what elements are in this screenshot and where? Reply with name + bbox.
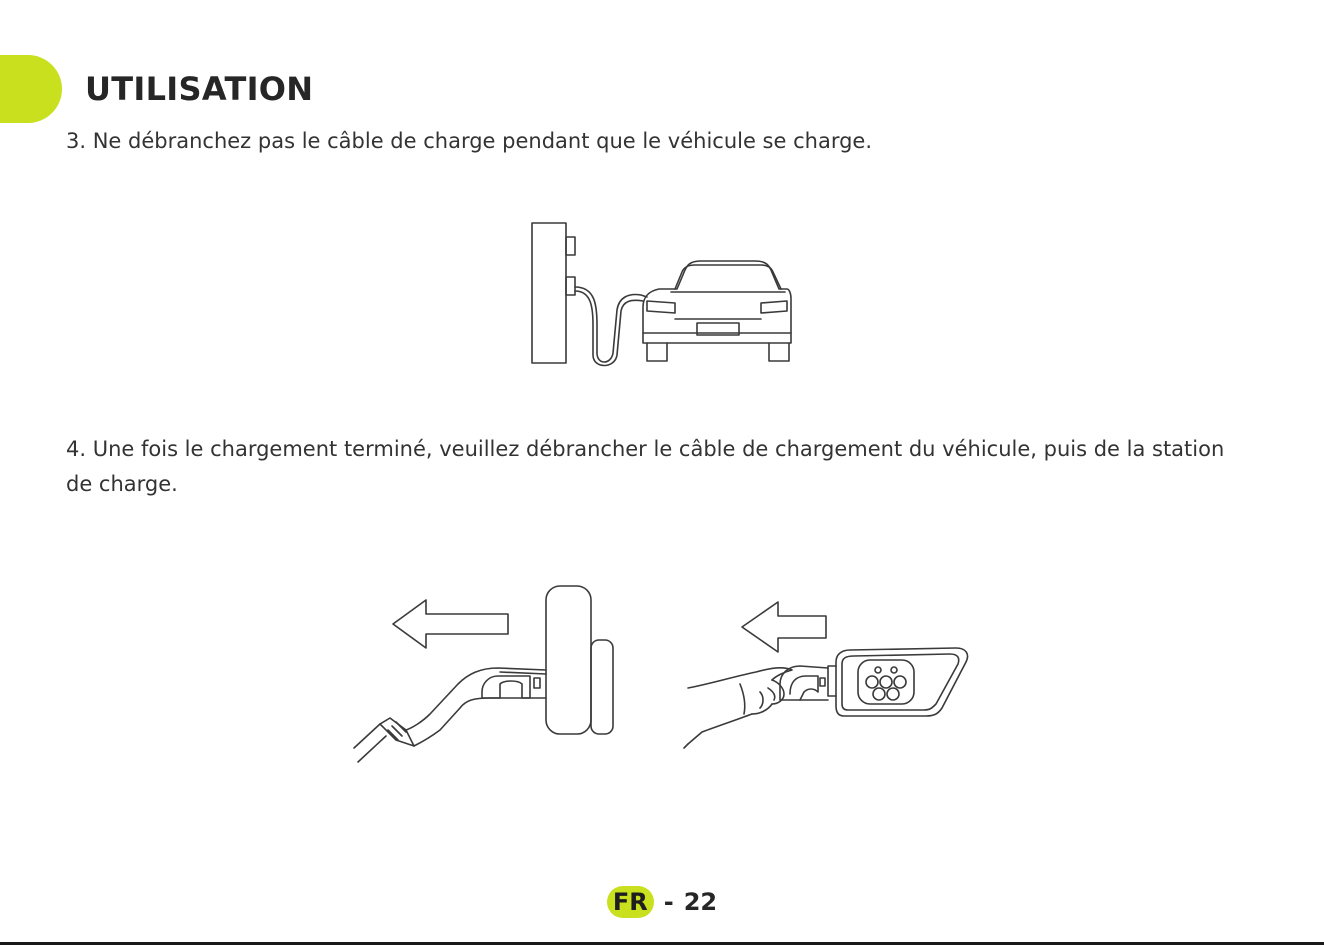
step-4-text: 4. Une fois le chargement terminé, veuillez débrancher le câble de chargement du véhicule, puis de la station de charge. <box>66 437 1225 496</box>
footer-separator: - <box>663 888 674 916</box>
wallbox-charging-car-icon <box>525 215 795 370</box>
left-arrow-icon <box>393 600 508 648</box>
page-number: 22 <box>683 888 718 916</box>
unplug-from-vehicle-icon <box>680 596 975 756</box>
left-arrow-icon <box>742 602 826 652</box>
section-accent-tab <box>0 55 62 123</box>
unplug-from-wallbox-icon <box>350 580 620 775</box>
step-3-text: 3. Ne débranchez pas le câble de charge pendant que le véhicule se charge. <box>66 129 873 153</box>
page-footer <box>0 886 1324 918</box>
section-title: UTILISATION <box>85 70 314 108</box>
language-badge: FR <box>607 886 654 918</box>
bottom-divider <box>0 942 1324 945</box>
